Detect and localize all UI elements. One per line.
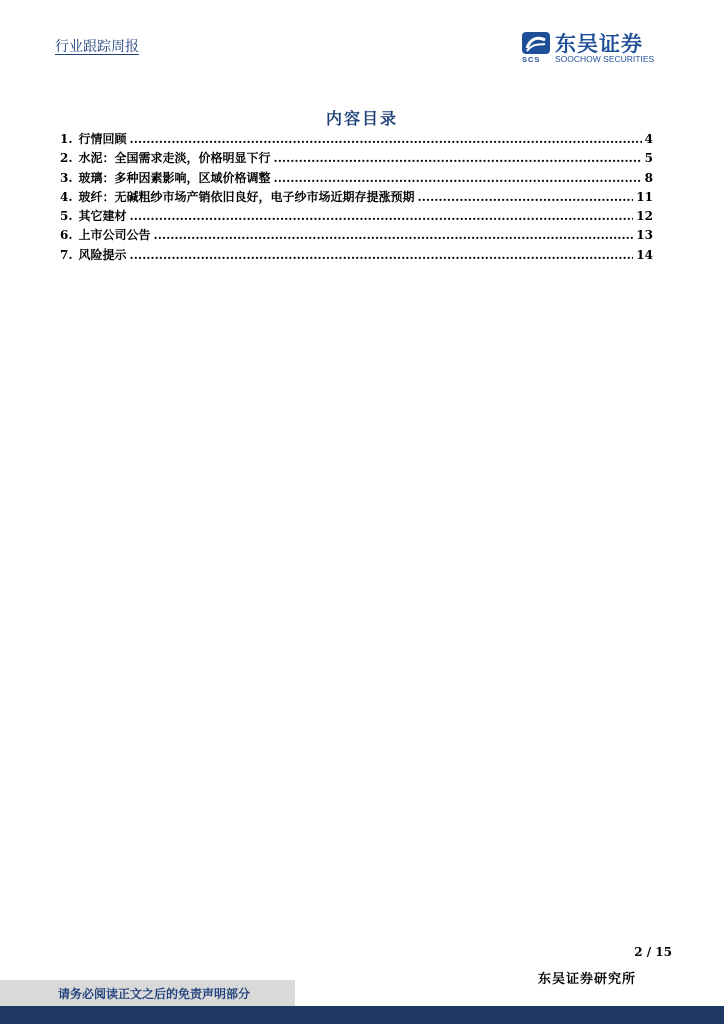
toc-item-7[interactable] — [60, 246, 653, 265]
toc-item-text: 玻璃：多种因素影响，区域价格调整 — [78, 170, 271, 185]
company-logo — [521, 30, 671, 66]
toc-item-number: 3. — [60, 170, 73, 185]
toc-item-page: 8 — [644, 170, 653, 185]
toc-item-number: 6. — [60, 228, 73, 243]
toc-leader-dots — [130, 132, 642, 146]
toc-item-text: 水泥：全国需求走淡，价格明显下行 — [78, 151, 271, 166]
page-number: 2 / 15 — [634, 945, 672, 959]
toc-leader-dots — [418, 190, 634, 204]
logo-mark-text: SCS — [522, 55, 541, 64]
toc-item-2[interactable] — [60, 149, 653, 168]
toc-item-number: 4. — [60, 189, 73, 204]
toc-item-number: 1. — [60, 132, 73, 146]
toc-item-text: 其它建材 — [78, 209, 127, 224]
report-type-label: 行业跟踪周报 — [55, 39, 139, 55]
toc-item-number: 2. — [60, 151, 73, 166]
toc-item-page: 11 — [636, 189, 653, 204]
toc-item-number: 7. — [60, 247, 73, 262]
toc-title: 内容目录 — [325, 109, 398, 128]
institute-name: 东吴证券研究所 — [537, 972, 636, 987]
toc-item-text: 行情回顾 — [78, 132, 127, 146]
toc-item-6[interactable] — [60, 226, 653, 245]
logo-cn-name: 东吴证券 — [555, 32, 643, 56]
footer-bar — [0, 1006, 724, 1024]
toc-leader-dots — [154, 228, 634, 242]
toc-item-1[interactable] — [60, 130, 653, 149]
toc-item-number: 5. — [60, 209, 73, 224]
toc-item-page: 12 — [636, 209, 653, 224]
toc-item-page: 5 — [644, 151, 653, 166]
toc-item-5[interactable] — [60, 207, 653, 226]
disclaimer-text: 请务必阅读正文之后的免责声明部分 — [58, 987, 251, 1001]
toc-item-page: 4 — [644, 132, 653, 146]
toc-item-text: 玻纤：无碱粗纱市场产销依旧良好，电子纱市场近期存提涨预期 — [78, 189, 415, 204]
toc-leader-dots — [130, 209, 634, 223]
toc-leader-dots — [274, 151, 642, 165]
table-of-contents — [60, 130, 653, 265]
toc-item-text: 上市公司公告 — [78, 228, 151, 243]
toc-item-text: 风险提示 — [78, 247, 127, 262]
toc-item-page: 13 — [636, 228, 653, 243]
logo-en-name: SOOCHOW SECURITIES — [555, 54, 655, 64]
toc-leader-dots — [274, 171, 642, 185]
disclaimer-box — [0, 980, 295, 1006]
toc-item-page: 14 — [636, 247, 653, 262]
toc-item-3[interactable] — [60, 169, 653, 188]
toc-leader-dots — [130, 248, 634, 262]
toc-item-4[interactable] — [60, 188, 653, 207]
